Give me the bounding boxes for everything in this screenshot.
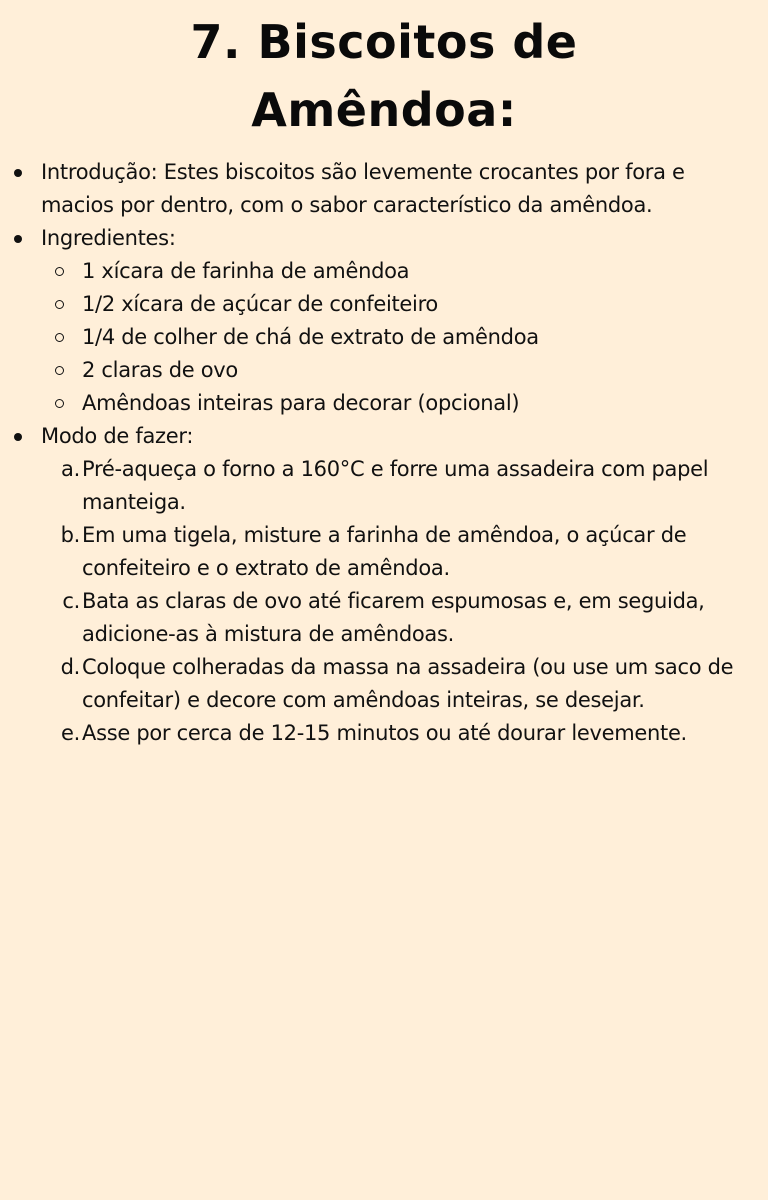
ingredient-item [41,255,756,288]
ingredient-text: 1 xícara de farinha de amêndoa [82,259,410,283]
step-item [41,585,764,651]
circle-bullet-icon [55,366,64,375]
step-item [41,453,764,519]
ingredient-text: Amêndoas inteiras para decorar (opcional) [82,391,520,415]
disc-bullet-icon [14,169,22,177]
step-item [41,651,764,717]
step-marker: d. [60,655,80,679]
step-marker: e. [61,721,80,745]
ingredient-item [41,288,756,321]
step-item [41,717,764,750]
step-marker: a. [61,457,80,481]
title-line-1: 7. Biscoitos de [190,15,578,69]
step-text: Bata as claras de ovo até ficarem espumosas e, em seguida, adicione-as à mistura de amêndoas. [82,589,705,646]
ingredient-item [41,354,756,387]
step-text: Asse por cerca de 12-15 minutos ou até dourar levemente. [82,721,687,745]
ingredient-text: 2 claras de ovo [82,358,238,382]
steps-list [41,453,756,750]
step-text: Em uma tigela, misture a farinha de amêndoa, o açúcar de confeiteiro e o extrato de amêndoa. [82,523,687,580]
step-marker: b. [60,523,80,547]
page-title [0,0,768,144]
intro-text: Introdução: Estes biscoitos são levemente crocantes por fora e macios por dentro, com o sabor característico da amêndoa. [41,160,685,217]
circle-bullet-icon [55,399,64,408]
ingredient-item [41,387,756,420]
method-item [0,420,768,750]
circle-bullet-icon [55,333,64,342]
step-item [41,519,764,585]
step-marker: c. [62,589,80,613]
step-text: Coloque colheradas da massa na assadeira (ou use um saco de confeitar) e decore com amêndoas inteiras, se desejar. [82,655,734,712]
disc-bullet-icon [14,433,22,441]
circle-bullet-icon [55,300,64,309]
ingredient-text: 1/4 de colher de chá de extrato de amêndoa [82,325,539,349]
ingredients-item [0,222,768,420]
ingredient-text: 1/2 xícara de açúcar de confeiteiro [82,292,438,316]
circle-bullet-icon [55,267,64,276]
ingredients-label: Ingredientes: [41,226,176,250]
step-text: Pré-aqueça o forno a 160°C e forre uma assadeira com papel manteiga. [82,457,709,514]
method-label: Modo de fazer: [41,424,194,448]
recipe-content [0,156,768,750]
intro-item [0,156,768,222]
ingredients-list [41,255,756,420]
title-line-2: Amêndoa: [251,83,517,137]
ingredient-item [41,321,756,354]
disc-bullet-icon [14,235,22,243]
main-list [0,156,768,750]
